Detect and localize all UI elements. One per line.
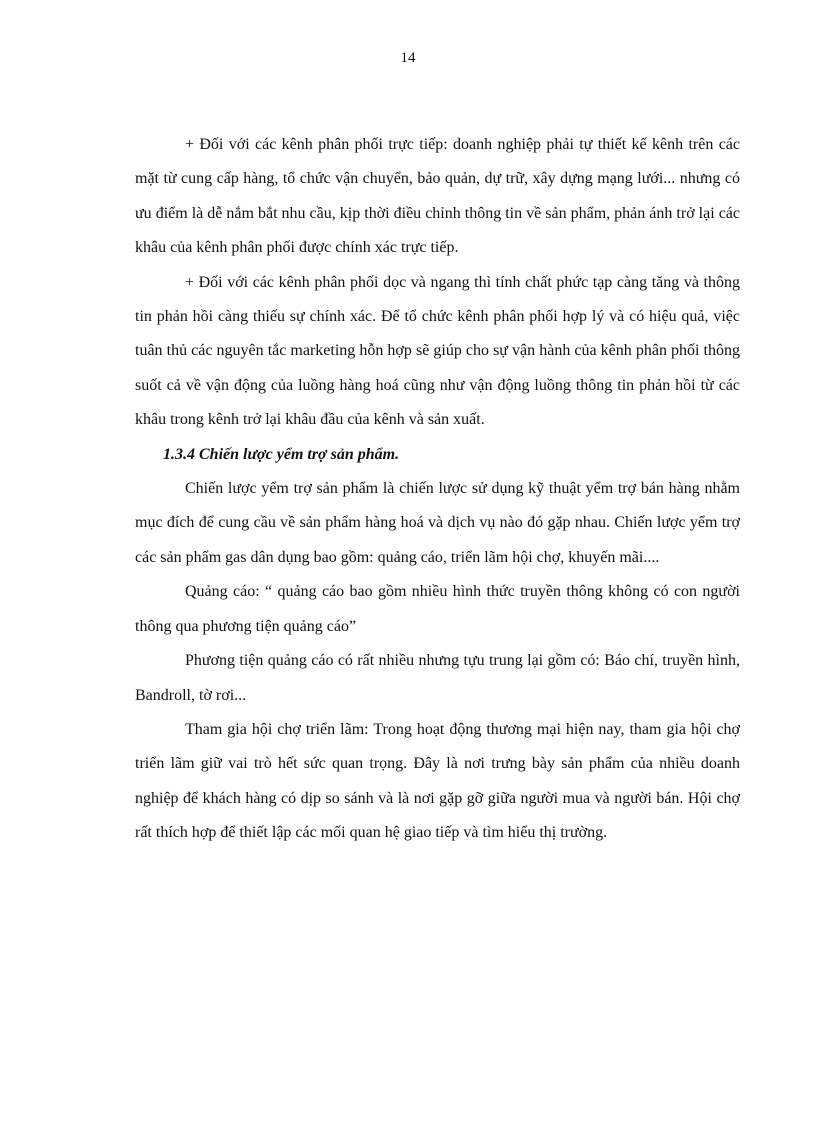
paragraph-direct-channels: + Đối với các kênh phân phối trực tiếp: doanh nghiệp phải tự thiết kế kênh trên các mặt từ cung cấp hàng, tổ chức vận chuyển, bảo quản, dự trữ, xây dựng mạng lưới... nhưng có ưu điểm là dễ nắm bắt nhu cầu, kịp thời điều chỉnh thông tin về sản phẩm, phản ánh trở lại các khâu của kênh phân phối được chính xác trực tiếp. (135, 136, 740, 257)
page-number: 14 (400, 50, 416, 66)
paragraph-vertical-horizontal-channels: + Đối với các kênh phân phối dọc và ngang thì tính chất phức tạp càng tăng và thông tin phản hồi càng thiếu sự chính xác. Để tổ chức kênh phân phối hợp lý và có hiệu quả, việc tuân thủ các nguyên tắc marketing hỗn hợp sẽ giúp cho sự vận hành của kênh phân phối thông suốt cả về vận động của luồng hàng hoá cũng như vận động luồng thông tin phản hồi từ các khâu trong kênh trở lại khâu đầu của kênh và sản xuất. (135, 273, 740, 429)
document-body (135, 128, 740, 851)
paragraph-support-strategy: Chiến lược yểm trợ sản phẩm là chiến lược sử dụng kỹ thuật yểm trợ bán hàng nhằm mục đích để cung cầu về sản phẩm hàng hoá và dịch vụ nào đó gặp nhau. Chiến lược yểm trợ các sản phẩm gas dân dụng bao gồm: quảng cáo, triển lãm hội chợ, khuyến mãi.... (135, 480, 740, 566)
section-heading: 1.3.4 Chiến lược yểm trợ sản phẩm. (163, 445, 400, 463)
paragraph-advertising-media: Phương tiện quảng cáo có rất nhiều nhưng tựu trung lại gồm có: Báo chí, truyền hình, Bandroll, tờ rơi... (135, 652, 740, 704)
paragraph-trade-fairs: Tham gia hội chợ triển lãm: Trong hoạt động thương mại hiện nay, tham gia hội chợ triển lãm giữ vai trò hết sức quan trọng. Đây là nơi trưng bày sản phẩm của nhiều doanh nghiệp để khách hàng có dịp so sánh và là nơi gặp gỡ giữa người mua và người bán. Hội chợ rất thích hợp để thiết lập các mối quan hệ giao tiếp và tìm hiểu thị trường. (135, 720, 740, 842)
paragraph-advertising-definition: Quảng cáo: “ quảng cáo bao gồm nhiều hình thức truyền thông không có con người thông qua phương tiện quảng cáo” (135, 583, 740, 635)
